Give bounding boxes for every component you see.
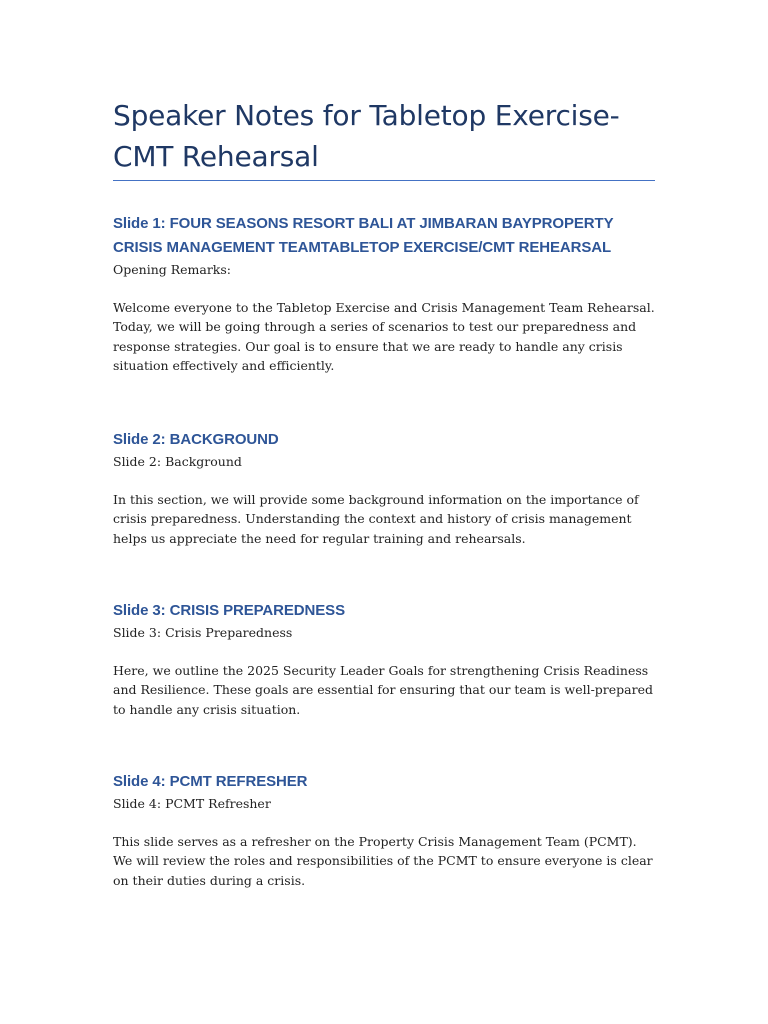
slide-2-body: In this section, we will provide some background information on the importance of crisis preparedness. Understanding the context and history of crisis management helps us appreciate the need for regular training and rehearsals. <box>113 492 639 546</box>
slide-3-label: Slide 3: Crisis Preparedness <box>113 625 293 640</box>
slide-1-body: Welcome everyone to the Tabletop Exercise and Crisis Management Team Rehearsal. Today, we will be going through a series of scenarios to test our preparedness and response strategies. Our goal is to ensure that we are ready to handle any crisis situation effectively and efficiently. <box>113 300 655 373</box>
slide-2-heading: Slide 2: BACKGROUND <box>113 431 279 448</box>
slide-2-label: Slide 2: Background <box>113 454 242 469</box>
document-title: Speaker Notes for Tabletop Exercise-CMT Rehearsal <box>113 99 620 173</box>
slide-3-heading: Slide 3: CRISIS PREPAREDNESS <box>113 602 345 619</box>
slide-3-body: Here, we outline the 2025 Security Leader Goals for strengthening Crisis Readiness and Resilience. These goals are essential for ensuring that our team is well-prepared to handle any crisis situation. <box>113 663 654 717</box>
slide-3-section <box>113 599 655 719</box>
slide-1-heading: Slide 1: FOUR SEASONS RESORT BALI AT JIMBARAN BAYPROPERTY CRISIS MANAGEMENT TEAMTABLETOP EXERCISE/CMT REHEARSAL <box>113 215 614 256</box>
slide-2-section <box>113 428 655 548</box>
title-underline-divider <box>113 180 655 181</box>
slide-1-section <box>113 212 655 375</box>
slide-4-label: Slide 4: PCMT Refresher <box>113 796 271 811</box>
slide-4-heading: Slide 4: PCMT REFRESHER <box>113 773 308 790</box>
slide-1-label: Opening Remarks: <box>113 262 232 277</box>
slide-4-section <box>113 770 655 890</box>
slide-4-body: This slide serves as a refresher on the Property Crisis Management Team (PCMT). We will review the roles and responsibilities of the PCMT to ensure everyone is clear on their duties during a crisis. <box>113 834 653 888</box>
